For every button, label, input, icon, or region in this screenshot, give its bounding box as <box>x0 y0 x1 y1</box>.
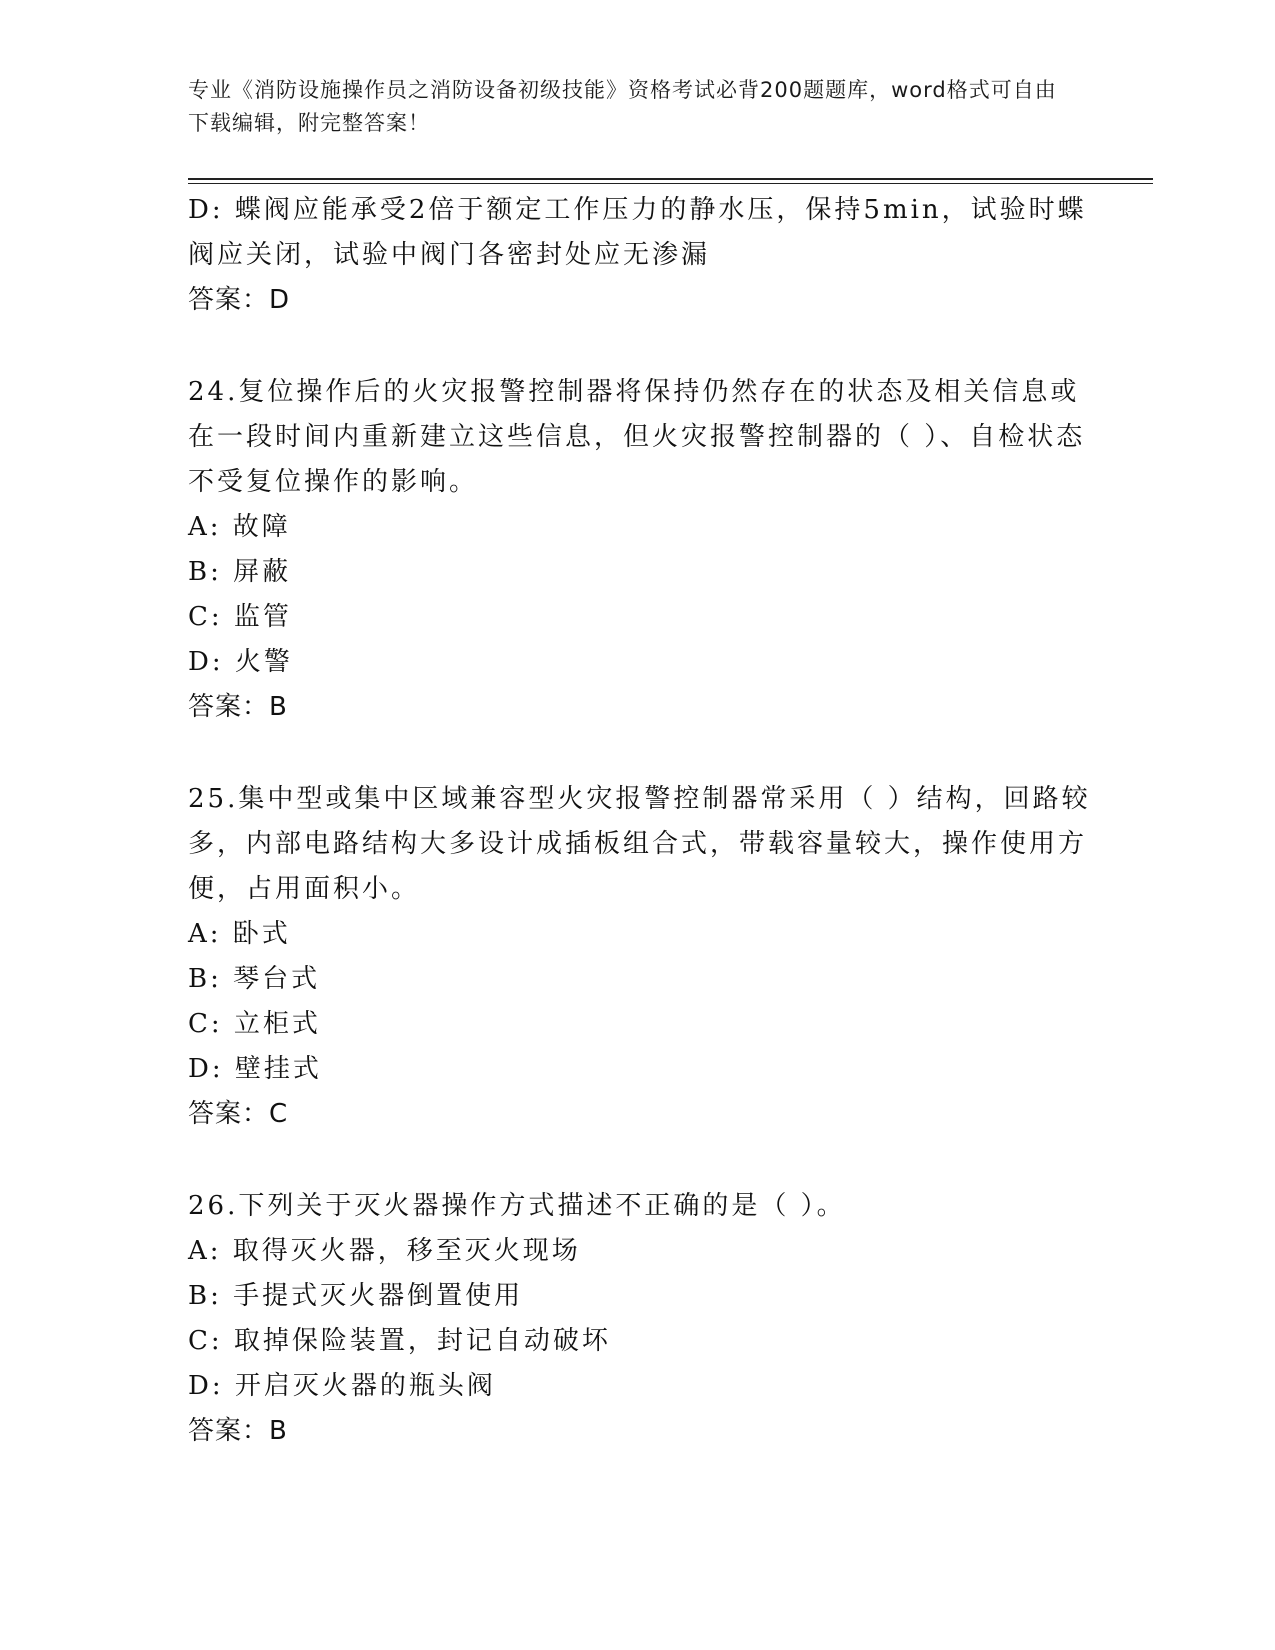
option-a: A: 卧式 <box>188 919 291 949</box>
option-b: B: 屏蔽 <box>188 557 292 587</box>
option-a: A: 故障 <box>188 512 291 542</box>
option-b: B: 手提式灭火器倒置使用 <box>188 1281 524 1311</box>
question-26 <box>188 1184 1093 1454</box>
option-b: B: 琴台式 <box>188 964 321 994</box>
previous-question-tail <box>188 188 1093 323</box>
answer-line: 答案：B <box>188 692 288 722</box>
question-25 <box>188 777 1093 1137</box>
spacer <box>188 323 1093 370</box>
question-stem: 25.集中型或集中区域兼容型火灾报警控制器常采用（ ）结构，回路较多，内部电路结构大多设计成插板组合式，带载容量较大，操作使用方便，占用面积小。 <box>188 784 1091 904</box>
page-header: 专业《消防设施操作员之消防设备初级技能》资格考试必背200题题库，word格式可自由下载编辑，附完整答案！ <box>188 78 1057 135</box>
option-d: D: 开启灭火器的瓶头阀 <box>188 1371 496 1401</box>
answer-line: 答案：B <box>188 1416 288 1446</box>
question-stem: 24.复位操作后的火灾报警控制器将保持仍然存在的状态及相关信息或在一段时间内重新建立这些信息，但火灾报警控制器的（ ）、自检状态不受复位操作的影响。 <box>188 377 1086 497</box>
option-d: D: 蝶阀应能承受2倍于额定工作压力的静水压，保持5min，试验时蝶阀应关闭，试验中阀门各密封处应无渗漏 <box>188 195 1087 270</box>
question-stem: 26.下列关于灭火器操作方式描述不正确的是（ ）。 <box>188 1191 846 1221</box>
option-d: D: 壁挂式 <box>188 1054 322 1084</box>
option-a: A: 取得灭火器，移至灭火现场 <box>188 1236 581 1266</box>
spacer <box>188 730 1093 777</box>
answer-line: 答案：D <box>188 285 291 315</box>
option-c: C: 取掉保险装置，封记自动破坏 <box>188 1326 611 1356</box>
option-c: C: 立柜式 <box>188 1009 321 1039</box>
option-c: C: 监管 <box>188 602 292 632</box>
header-divider-thick <box>188 178 1153 180</box>
answer-line: 答案：C <box>188 1099 289 1129</box>
header-divider-thin <box>188 183 1153 184</box>
spacer <box>188 1137 1093 1184</box>
question-content <box>188 188 1093 1454</box>
question-24 <box>188 370 1093 730</box>
option-d: D: 火警 <box>188 647 293 677</box>
